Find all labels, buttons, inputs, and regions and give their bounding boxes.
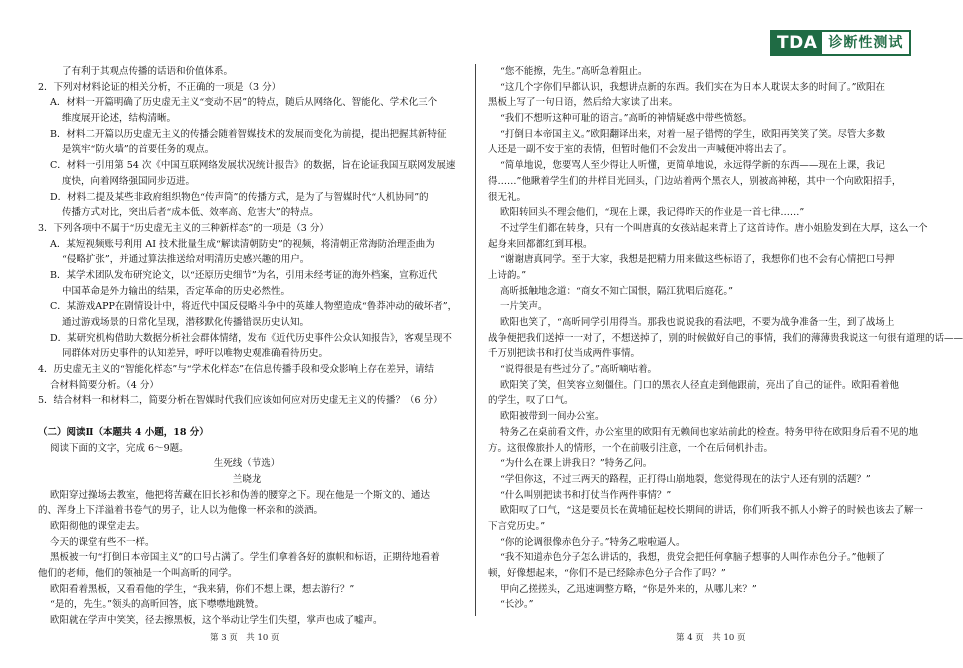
text-line: 4．历史虚无主义的“智能化样态”与“学术化样态”在信息传播手段和受众影响上存在差异，请结 — [38, 364, 434, 376]
text-line: B．某学术团队发布研究论文，以“还原历史细节”为名，引用未经考证的海外档案，宣称近代 — [50, 269, 438, 281]
page-number-4: 第 4 页 共 10 页 — [676, 633, 746, 643]
text-line: 通过游戏场景的日常化呈现，潜移默化传播错误历史认知。 — [62, 317, 310, 328]
text-line: 欧阳转回头不理会他们，“现在上课，我记得昨天的作业是一首七律……” — [500, 207, 805, 219]
text-line: “说得很是有些过分了。”高昕嘀咕着。 — [500, 364, 657, 376]
text-line: 千万别把读书和打仗当成两件事情。 — [488, 348, 641, 360]
text-line: 5．结合材料一和材料二，简要分析在智媒时代我们应该如何应对历史虚无主义的传播？（6 分） — [38, 395, 443, 407]
text-line: “简单地说，您要骂人至少得让人听懂，更简单地说，永远得学新的东西——现在上课，我记 — [500, 160, 885, 172]
text-line: 高昕抵触地念道：“商女不知亡国恨，隔江犹唱后庭花。” — [500, 285, 733, 297]
text-line: 欧阳也笑了，“高昕同学引用得当。那我也说说我的看法吧，不要为战争准备一生，到了战场上 — [500, 317, 895, 328]
text-line: 黑板被一句“打倒日本帝国主义”的口号占满了。学生们拿着各好的旗帜和标语，正期待地看着 — [50, 552, 440, 564]
text-line: C．某游戏APP在剧情设计中，将近代中国反侵略斗争中的英雄人物塑造成“鲁莽冲动的破坏者”， — [50, 301, 458, 313]
text-line: “学但你这，不过三两天的路程，正打得山崩地裂，您觉得现在的法宁人还有别的活题？” — [500, 473, 871, 485]
text-line: “是的，先生。”领头的高昕回答，底下噤噤地跳赞。 — [50, 599, 264, 611]
text-line: 不过学生们都在转身，只有一个叫唐真的女孩站起来背上了这首诗作。唐小姐脸发到在大厚，这么一个 — [500, 222, 928, 234]
text-line: C．材料一引用第 54 次《中国互联网络发展状况统计报告》的数据，旨在论证我国互联网发展速 — [50, 160, 456, 172]
text-line: 合材料简要分析。（4 分） — [50, 379, 159, 391]
diagnostic-test-badge — [770, 30, 911, 56]
text-line: “谢谢唐真同学。至于大家，我想是把精力用来做这些标语了，我想你们也不会有心情把口号押 — [500, 254, 895, 266]
column-divider — [475, 64, 476, 616]
text-line: 2．下列对材料论证的相关分析，不正确的一项是（3 分） — [38, 81, 282, 93]
text-line: 兰晓龙 — [232, 473, 262, 485]
text-line: 黑板上写了一句日语，然后给大家读了出来。 — [488, 97, 679, 109]
text-line: D．材料二提及某些非政府组织物色“传声筒”的传播方式，是为了与智媒时代“人机协同”的 — [50, 191, 429, 203]
text-line: 他们的老师，他们的领袖是一个叫高昕的同学。 — [38, 568, 238, 579]
text-line: 中国革命是外力输出的结果，否定革命的历史必然性。 — [62, 285, 291, 297]
badge-label: 诊断性测试 — [822, 32, 909, 54]
text-line: 度快，向着网络强国同步迈进。 — [62, 175, 196, 187]
text-line: “我们不想听这种可耻的语言。”高昕的神情疑惑中带些愤怒。 — [500, 113, 752, 125]
text-line: 了有利于其观点传播的话语和价值体系。 — [62, 66, 234, 77]
text-line: 的学生，叹了口气。 — [488, 395, 574, 407]
text-line: 甲向乙搓搓头，乙迅速调整方略，“你是外来的，从哪儿来？” — [500, 583, 757, 595]
text-line: 一片笑声。 — [500, 301, 548, 313]
page-number-3: 第 3 页 共 10 页 — [210, 633, 280, 643]
text-line: 今天的课堂有些不一样。 — [50, 536, 155, 548]
text-line: 同群体对历史事件的认知差异，呼吁以唯物史观准确看待历史。 — [62, 348, 329, 360]
text-line: B．材料二开篇以历史虚无主义的传播会随着智媒技术的发展而变化为前提，提出把握其新特征 — [50, 128, 447, 140]
text-line: 欧阳就在学声中笑笑，径去擦黑板，这个举动让学生们失望，掌声也成了嘘声。 — [50, 615, 383, 627]
text-line: “打倒日本帝国主义。”欧阳翻译出来，对着一屋子错愕的学生，欧阳再笑笑了笑。尽管大多数 — [500, 128, 885, 140]
text-line: 顿，好像想起来，“你们不是已经除赤色分子合作了吗？” — [488, 568, 726, 579]
left-column-page-3 — [38, 64, 456, 629]
text-line: 起身来回都都红到耳根。 — [488, 238, 593, 250]
text-line: 欧阳彻他的课堂走去。 — [50, 520, 146, 532]
right-column-page-4 — [488, 64, 963, 613]
text-line: “你的论调很像赤色分子。”特务乙啦啦逼人。 — [500, 536, 686, 548]
badge-tda-logo: TDA — [772, 32, 822, 54]
text-line: “什么叫别把读书和打仗当作两件事情？” — [500, 489, 672, 501]
text-line: 3．下列各项中不属于“历史虚无主义的三种新样态”的一项是（3 分） — [38, 222, 329, 234]
text-line: （二）阅读Ⅱ（本题共 4 小题，18 分） — [38, 426, 209, 438]
text-line: A．材料一开篇明确了历史虚无主义“变动不居”的特点，随后从网络化、智能化、学术化三个 — [50, 97, 438, 109]
text-line — [38, 409, 456, 425]
text-line: 维度展开论述，结构清晰。 — [62, 113, 177, 125]
text-line: 是筑牢“防火墙”的首要任务的观点。 — [62, 144, 215, 156]
text-line: 传播方式对比，突出后者“成本低、效率高、危害大”的特点。 — [62, 207, 319, 219]
text-line: 生死线（节选） — [213, 458, 281, 470]
text-line: 特务乙在桌前看文件，办公室里的欧阳有无赖间也家站前此的检查。特务甲待在欧阳身后看不见的地 — [500, 426, 919, 438]
text-line: “您不能擦，先生。”高昕急着阻止。 — [500, 66, 648, 77]
text-line: 战争便把我们送掉一一对了，不想送掉了，别的时候做好自己的事情，我们的薄薄贵我说这一句很有道理的话—— — [488, 332, 963, 344]
text-line: “为什么在课上讲我日？”特务乙问。 — [500, 458, 653, 470]
text-line: 方。这很像旅扑人的情形，一个在前吸引注意，一个在后伺机扑击。 — [488, 442, 774, 454]
text-line: 阅读下面的文字，完成 6～9题。 — [50, 442, 189, 454]
text-line: 欧阳穿过操场去教室，他把将苦藏在旧长衫和伪善的腰穿之下。现在他是一个斯文的、通达 — [50, 489, 431, 501]
text-line: “侵略扩张”，并通过算法推送给对明清历史感兴趣的用户。 — [62, 254, 310, 266]
text-line: 欧阳被带到一间办公室。 — [500, 411, 605, 423]
text-line: “我不知道赤色分子怎么讲话的，我想，贵党会把任何拿脑子想事的人叫作赤色分子。”他顿了 — [500, 552, 885, 564]
text-line: 上诗韵。” — [488, 269, 527, 281]
text-line: “这几个字你们早都认识，我想讲点新的东西。我们实在为日本人耽误太多的时间了。”欧阳在 — [500, 81, 885, 93]
text-line: 欧阳看着黑板，又看看他的学生，“我来猜，你们不想上课，想去游行？” — [50, 583, 355, 595]
text-line: 人还是一副不安于室的表情，但暂时他们不会发出一声喊便冲将出去了。 — [488, 144, 793, 156]
text-line: 欧阳叹了口气，“这是要员长在黄埔征起校长期间的讲话，你们听我不抓人小辫子的时候也该去了解一 — [500, 505, 923, 517]
text-line: 得……”他瞅着学生们的井样目光回头，门边站着两个黑衣人，别被高神秘，其中一个向欧阳招手， — [488, 175, 902, 187]
text-line: 下言党历史。” — [488, 520, 546, 532]
text-line: 很无礼。 — [488, 191, 527, 203]
text-line: 的、浑身上下洋溢着书卷气的男子，让人以为他像一杯亲和的淡酒。 — [38, 505, 324, 517]
text-line: A．某短视频账号利用 AI 技术批量生成“解读清朝防史”的视频，将清朝正常海防治理歪曲为 — [50, 238, 435, 250]
text-line: 欧阳笑了笑，但笑容立刻僵住。门口的黑衣人径直走到他跟前，亮出了自己的证件。欧阳看着他 — [500, 379, 900, 391]
text-line: “长沙。” — [500, 599, 534, 611]
text-line: D．某研究机构借助大数据分析社会群体情绪，发布《近代历史事件公众认知报告》，客观呈现不 — [50, 332, 452, 344]
